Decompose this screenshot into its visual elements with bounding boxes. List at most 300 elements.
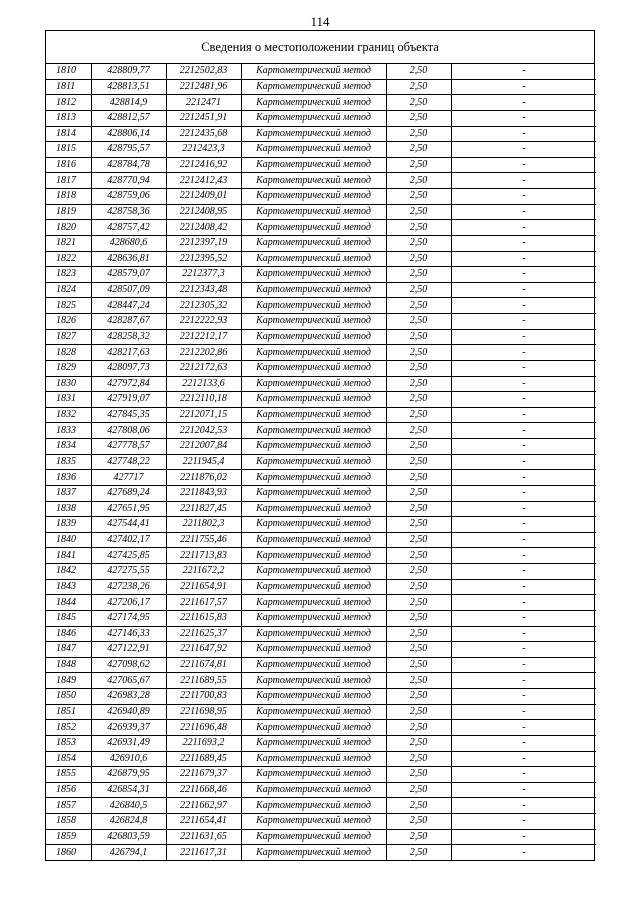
- point-number-cell: 1811: [46, 79, 91, 95]
- method-cell: Картометрический метод: [241, 360, 386, 376]
- accuracy-cell: 2,50: [386, 329, 451, 345]
- y-coordinate-cell: 2211674,81: [166, 657, 241, 673]
- accuracy-cell: 2,50: [386, 235, 451, 251]
- y-coordinate-cell: 2211617,57: [166, 595, 241, 611]
- point-number-cell: 1840: [46, 532, 91, 548]
- accuracy-cell: 2,50: [386, 64, 451, 79]
- accuracy-cell: 2,50: [386, 220, 451, 236]
- table-row: [46, 845, 596, 860]
- y-coordinate-cell: 2212451,91: [166, 110, 241, 126]
- x-coordinate-cell: 428287,67: [91, 314, 166, 330]
- accuracy-cell: 2,50: [386, 829, 451, 845]
- accuracy-cell: 2,50: [386, 704, 451, 720]
- note-cell: -: [451, 126, 596, 142]
- note-cell: -: [451, 767, 596, 783]
- point-number-cell: 1858: [46, 814, 91, 830]
- y-coordinate-cell: 2211662,97: [166, 798, 241, 814]
- point-number-cell: 1827: [46, 329, 91, 345]
- table-row: [46, 360, 596, 376]
- y-coordinate-cell: 2212007,84: [166, 439, 241, 455]
- note-cell: -: [451, 579, 596, 595]
- table-row: [46, 532, 596, 548]
- accuracy-cell: 2,50: [386, 548, 451, 564]
- accuracy-cell: 2,50: [386, 485, 451, 501]
- y-coordinate-cell: 2212397,19: [166, 235, 241, 251]
- x-coordinate-cell: 426931,49: [91, 735, 166, 751]
- method-cell: Картометрический метод: [241, 157, 386, 173]
- x-coordinate-cell: 428217,63: [91, 345, 166, 361]
- point-number-cell: 1820: [46, 220, 91, 236]
- note-cell: -: [451, 423, 596, 439]
- note-cell: -: [451, 595, 596, 611]
- accuracy-cell: 2,50: [386, 814, 451, 830]
- method-cell: Картометрический метод: [241, 423, 386, 439]
- point-number-cell: 1819: [46, 204, 91, 220]
- y-coordinate-cell: 2211696,48: [166, 720, 241, 736]
- table-row: [46, 610, 596, 626]
- y-coordinate-cell: 2212071,15: [166, 407, 241, 423]
- y-coordinate-cell: 2211802,3: [166, 517, 241, 533]
- accuracy-cell: 2,50: [386, 345, 451, 361]
- y-coordinate-cell: 2212133,6: [166, 376, 241, 392]
- table-row: [46, 376, 596, 392]
- x-coordinate-cell: 426939,37: [91, 720, 166, 736]
- method-cell: Картометрический метод: [241, 267, 386, 283]
- point-number-cell: 1817: [46, 173, 91, 189]
- point-number-cell: 1853: [46, 735, 91, 751]
- point-number-cell: 1814: [46, 126, 91, 142]
- point-number-cell: 1854: [46, 751, 91, 767]
- accuracy-cell: 2,50: [386, 673, 451, 689]
- table-row: [46, 564, 596, 580]
- note-cell: -: [451, 751, 596, 767]
- table-row: [46, 657, 596, 673]
- table-row: [46, 767, 596, 783]
- point-number-cell: 1831: [46, 392, 91, 408]
- y-coordinate-cell: 2211654,41: [166, 814, 241, 830]
- x-coordinate-cell: 427174,95: [91, 610, 166, 626]
- accuracy-cell: 2,50: [386, 360, 451, 376]
- x-coordinate-cell: 428507,09: [91, 282, 166, 298]
- y-coordinate-cell: 2212110,18: [166, 392, 241, 408]
- point-number-cell: 1845: [46, 610, 91, 626]
- note-cell: -: [451, 610, 596, 626]
- method-cell: Картометрический метод: [241, 689, 386, 705]
- table-row: [46, 392, 596, 408]
- y-coordinate-cell: 2212305,32: [166, 298, 241, 314]
- table-row: [46, 470, 596, 486]
- y-coordinate-cell: 2211668,46: [166, 782, 241, 798]
- x-coordinate-cell: 427275,55: [91, 564, 166, 580]
- accuracy-cell: 2,50: [386, 626, 451, 642]
- accuracy-cell: 2,50: [386, 407, 451, 423]
- note-cell: -: [451, 392, 596, 408]
- method-cell: Картометрический метод: [241, 189, 386, 205]
- accuracy-cell: 2,50: [386, 610, 451, 626]
- table-row: [46, 126, 596, 142]
- x-coordinate-cell: 427122,91: [91, 642, 166, 658]
- table-row: [46, 173, 596, 189]
- method-cell: Картометрический метод: [241, 610, 386, 626]
- x-coordinate-cell: 427651,95: [91, 501, 166, 517]
- table-row: [46, 329, 596, 345]
- table-title: Сведения о местоположении границ объекта: [46, 31, 594, 64]
- table-row: [46, 595, 596, 611]
- note-cell: -: [451, 689, 596, 705]
- method-cell: Картометрический метод: [241, 407, 386, 423]
- accuracy-cell: 2,50: [386, 267, 451, 283]
- note-cell: -: [451, 204, 596, 220]
- table-row: [46, 798, 596, 814]
- accuracy-cell: 2,50: [386, 517, 451, 533]
- point-number-cell: 1857: [46, 798, 91, 814]
- point-number-cell: 1822: [46, 251, 91, 267]
- method-cell: Картометрический метод: [241, 642, 386, 658]
- table-row: [46, 814, 596, 830]
- method-cell: Картометрический метод: [241, 673, 386, 689]
- y-coordinate-cell: 2212343,48: [166, 282, 241, 298]
- x-coordinate-cell: 427689,24: [91, 485, 166, 501]
- y-coordinate-cell: 2211672,2: [166, 564, 241, 580]
- y-coordinate-cell: 2211615,83: [166, 610, 241, 626]
- point-number-cell: 1851: [46, 704, 91, 720]
- y-coordinate-cell: 2211827,45: [166, 501, 241, 517]
- y-coordinate-cell: 2212409,01: [166, 189, 241, 205]
- point-number-cell: 1843: [46, 579, 91, 595]
- method-cell: Картометрический метод: [241, 439, 386, 455]
- method-cell: Картометрический метод: [241, 657, 386, 673]
- x-coordinate-cell: 427845,35: [91, 407, 166, 423]
- y-coordinate-cell: 2211698,95: [166, 704, 241, 720]
- note-cell: -: [451, 64, 596, 79]
- x-coordinate-cell: 426803,59: [91, 829, 166, 845]
- method-cell: Картометрический метод: [241, 376, 386, 392]
- point-number-cell: 1810: [46, 64, 91, 79]
- table-row: [46, 220, 596, 236]
- method-cell: Картометрический метод: [241, 220, 386, 236]
- x-coordinate-cell: 427402,17: [91, 532, 166, 548]
- method-cell: Картометрический метод: [241, 142, 386, 158]
- y-coordinate-cell: 2211945,4: [166, 454, 241, 470]
- x-coordinate-cell: 428680,6: [91, 235, 166, 251]
- point-number-cell: 1821: [46, 235, 91, 251]
- y-coordinate-cell: 2212042,53: [166, 423, 241, 439]
- y-coordinate-cell: 2212408,95: [166, 204, 241, 220]
- point-number-cell: 1839: [46, 517, 91, 533]
- note-cell: -: [451, 798, 596, 814]
- method-cell: Картометрический метод: [241, 204, 386, 220]
- x-coordinate-cell: 428097,73: [91, 360, 166, 376]
- method-cell: Картометрический метод: [241, 782, 386, 798]
- table-row: [46, 79, 596, 95]
- accuracy-cell: 2,50: [386, 579, 451, 595]
- accuracy-cell: 2,50: [386, 642, 451, 658]
- table-row: [46, 95, 596, 111]
- y-coordinate-cell: 2211713,83: [166, 548, 241, 564]
- method-cell: Картометрический метод: [241, 95, 386, 111]
- note-cell: -: [451, 189, 596, 205]
- y-coordinate-cell: 2211843,93: [166, 485, 241, 501]
- x-coordinate-cell: 427238,26: [91, 579, 166, 595]
- y-coordinate-cell: 2211625,37: [166, 626, 241, 642]
- accuracy-cell: 2,50: [386, 189, 451, 205]
- x-coordinate-cell: 427748,22: [91, 454, 166, 470]
- table-row: [46, 501, 596, 517]
- table-row: [46, 157, 596, 173]
- table-row: [46, 423, 596, 439]
- accuracy-cell: 2,50: [386, 110, 451, 126]
- x-coordinate-cell: 428770,94: [91, 173, 166, 189]
- method-cell: Картометрический метод: [241, 485, 386, 501]
- note-cell: -: [451, 735, 596, 751]
- note-cell: -: [451, 704, 596, 720]
- note-cell: -: [451, 110, 596, 126]
- y-coordinate-cell: 2211689,45: [166, 751, 241, 767]
- x-coordinate-cell: 428814,9: [91, 95, 166, 111]
- accuracy-cell: 2,50: [386, 126, 451, 142]
- method-cell: Картометрический метод: [241, 798, 386, 814]
- method-cell: Картометрический метод: [241, 829, 386, 845]
- x-coordinate-cell: 428809,77: [91, 64, 166, 79]
- accuracy-cell: 2,50: [386, 501, 451, 517]
- page-number: 114: [310, 14, 330, 29]
- method-cell: Картометрический метод: [241, 626, 386, 642]
- method-cell: Картометрический метод: [241, 704, 386, 720]
- table-row: [46, 720, 596, 736]
- accuracy-cell: 2,50: [386, 423, 451, 439]
- table-row: [46, 626, 596, 642]
- y-coordinate-cell: 2212423,3: [166, 142, 241, 158]
- y-coordinate-cell: 2211617,31: [166, 845, 241, 860]
- table-row: [46, 751, 596, 767]
- accuracy-cell: 2,50: [386, 142, 451, 158]
- x-coordinate-cell: 427425,85: [91, 548, 166, 564]
- point-number-cell: 1842: [46, 564, 91, 580]
- point-number-cell: 1833: [46, 423, 91, 439]
- note-cell: -: [451, 95, 596, 111]
- x-coordinate-cell: 428806,14: [91, 126, 166, 142]
- y-coordinate-cell: 2212435,68: [166, 126, 241, 142]
- x-coordinate-cell: 428758,36: [91, 204, 166, 220]
- point-number-cell: 1816: [46, 157, 91, 173]
- x-coordinate-cell: 428579,07: [91, 267, 166, 283]
- table-row: [46, 829, 596, 845]
- x-coordinate-cell: 426940,89: [91, 704, 166, 720]
- accuracy-cell: 2,50: [386, 845, 451, 860]
- point-number-cell: 1859: [46, 829, 91, 845]
- y-coordinate-cell: 2212202,86: [166, 345, 241, 361]
- table-row: [46, 345, 596, 361]
- accuracy-cell: 2,50: [386, 767, 451, 783]
- y-coordinate-cell: 2211876,02: [166, 470, 241, 486]
- x-coordinate-cell: 427544,41: [91, 517, 166, 533]
- x-coordinate-cell: 426824,8: [91, 814, 166, 830]
- note-cell: -: [451, 407, 596, 423]
- table-row: [46, 110, 596, 126]
- x-coordinate-cell: 426794,1: [91, 845, 166, 860]
- x-coordinate-cell: 428447,24: [91, 298, 166, 314]
- method-cell: Картометрический метод: [241, 548, 386, 564]
- note-cell: -: [451, 345, 596, 361]
- method-cell: Картометрический метод: [241, 564, 386, 580]
- accuracy-cell: 2,50: [386, 735, 451, 751]
- y-coordinate-cell: 2211693,2: [166, 735, 241, 751]
- note-cell: -: [451, 485, 596, 501]
- x-coordinate-cell: 428759,06: [91, 189, 166, 205]
- table-row: [46, 485, 596, 501]
- point-number-cell: 1844: [46, 595, 91, 611]
- table-row: [46, 735, 596, 751]
- accuracy-cell: 2,50: [386, 204, 451, 220]
- note-cell: -: [451, 142, 596, 158]
- table-row: [46, 517, 596, 533]
- x-coordinate-cell: 428813,51: [91, 79, 166, 95]
- method-cell: Картометрический метод: [241, 751, 386, 767]
- point-number-cell: 1835: [46, 454, 91, 470]
- x-coordinate-cell: 428795,57: [91, 142, 166, 158]
- note-cell: -: [451, 220, 596, 236]
- accuracy-cell: 2,50: [386, 251, 451, 267]
- accuracy-cell: 2,50: [386, 454, 451, 470]
- x-coordinate-cell: 427146,33: [91, 626, 166, 642]
- table-row: [46, 548, 596, 564]
- y-coordinate-cell: 2212395,52: [166, 251, 241, 267]
- x-coordinate-cell: 427778,57: [91, 439, 166, 455]
- method-cell: Картометрический метод: [241, 392, 386, 408]
- table-body: [46, 64, 596, 860]
- accuracy-cell: 2,50: [386, 173, 451, 189]
- note-cell: -: [451, 79, 596, 95]
- accuracy-cell: 2,50: [386, 564, 451, 580]
- note-cell: -: [451, 282, 596, 298]
- accuracy-cell: 2,50: [386, 751, 451, 767]
- point-number-cell: 1841: [46, 548, 91, 564]
- method-cell: Картометрический метод: [241, 845, 386, 860]
- accuracy-cell: 2,50: [386, 314, 451, 330]
- method-cell: Картометрический метод: [241, 251, 386, 267]
- table-row: [46, 454, 596, 470]
- note-cell: -: [451, 329, 596, 345]
- method-cell: Картометрический метод: [241, 595, 386, 611]
- accuracy-cell: 2,50: [386, 470, 451, 486]
- note-cell: -: [451, 439, 596, 455]
- x-coordinate-cell: 428812,57: [91, 110, 166, 126]
- x-coordinate-cell: 428757,42: [91, 220, 166, 236]
- y-coordinate-cell: 2212222,93: [166, 314, 241, 330]
- note-cell: -: [451, 376, 596, 392]
- point-number-cell: 1837: [46, 485, 91, 501]
- point-number-cell: 1815: [46, 142, 91, 158]
- note-cell: -: [451, 173, 596, 189]
- y-coordinate-cell: 2211679,37: [166, 767, 241, 783]
- accuracy-cell: 2,50: [386, 798, 451, 814]
- method-cell: Картометрический метод: [241, 720, 386, 736]
- table-row: [46, 579, 596, 595]
- accuracy-cell: 2,50: [386, 376, 451, 392]
- accuracy-cell: 2,50: [386, 95, 451, 111]
- note-cell: -: [451, 298, 596, 314]
- y-coordinate-cell: 2211689,55: [166, 673, 241, 689]
- x-coordinate-cell: 427919,07: [91, 392, 166, 408]
- x-coordinate-cell: 427717: [91, 470, 166, 486]
- note-cell: -: [451, 235, 596, 251]
- note-cell: -: [451, 267, 596, 283]
- table-row: [46, 189, 596, 205]
- y-coordinate-cell: 2212212,17: [166, 329, 241, 345]
- note-cell: -: [451, 157, 596, 173]
- note-cell: -: [522, 846, 526, 858]
- table-row: [46, 298, 596, 314]
- accuracy-cell: 2,50: [386, 392, 451, 408]
- y-coordinate-cell: 2211647,92: [166, 642, 241, 658]
- method-cell: Картометрический метод: [241, 173, 386, 189]
- y-coordinate-cell: 2212377,3: [166, 267, 241, 283]
- table-row: [46, 689, 596, 705]
- coordinates-table: [46, 64, 596, 860]
- note-cell: -: [451, 470, 596, 486]
- method-cell: Картометрический метод: [241, 126, 386, 142]
- point-number-cell: 1847: [46, 642, 91, 658]
- method-cell: Картометрический метод: [241, 735, 386, 751]
- method-cell: Картометрический метод: [241, 501, 386, 517]
- note-cell: -: [451, 501, 596, 517]
- note-cell: -: [451, 673, 596, 689]
- note-cell: -: [451, 548, 596, 564]
- point-number-cell: 1818: [46, 189, 91, 205]
- method-cell: Картометрический метод: [241, 79, 386, 95]
- point-number-cell: 1849: [46, 673, 91, 689]
- y-coordinate-cell: 2212172,63: [166, 360, 241, 376]
- table-row: [46, 439, 596, 455]
- note-cell: -: [451, 314, 596, 330]
- note-cell: -: [451, 360, 596, 376]
- x-coordinate-cell: 426910,6: [91, 751, 166, 767]
- y-coordinate-cell: 2212502,83: [166, 64, 241, 79]
- method-cell: Картометрический метод: [241, 329, 386, 345]
- accuracy-cell: 2,50: [386, 439, 451, 455]
- method-cell: Картометрический метод: [241, 579, 386, 595]
- x-coordinate-cell: 427098,62: [91, 657, 166, 673]
- method-cell: Картометрический метод: [241, 532, 386, 548]
- accuracy-cell: 2,50: [386, 79, 451, 95]
- accuracy-cell: 2,50: [386, 282, 451, 298]
- x-coordinate-cell: 427206,17: [91, 595, 166, 611]
- point-number-cell: 1856: [46, 782, 91, 798]
- table-row: [46, 314, 596, 330]
- point-number-cell: 1836: [46, 470, 91, 486]
- y-coordinate-cell: 2212471: [166, 95, 241, 111]
- point-number-cell: 1832: [46, 407, 91, 423]
- table-row: [46, 251, 596, 267]
- y-coordinate-cell: 2212412,43: [166, 173, 241, 189]
- point-number-cell: 1850: [46, 689, 91, 705]
- method-cell: Картометрический метод: [241, 345, 386, 361]
- note-cell: -: [451, 657, 596, 673]
- table-row: [46, 204, 596, 220]
- x-coordinate-cell: 427808,06: [91, 423, 166, 439]
- note-cell: -: [451, 829, 596, 845]
- method-cell: Картометрический метод: [241, 110, 386, 126]
- point-number-cell: 1848: [46, 657, 91, 673]
- point-number-cell: 1828: [46, 345, 91, 361]
- table-row: [46, 673, 596, 689]
- note-cell: -: [451, 251, 596, 267]
- accuracy-cell: 2,50: [386, 157, 451, 173]
- point-number-cell: 1826: [46, 314, 91, 330]
- accuracy-cell: 2,50: [386, 298, 451, 314]
- table-row: [46, 267, 596, 283]
- table-row: [46, 782, 596, 798]
